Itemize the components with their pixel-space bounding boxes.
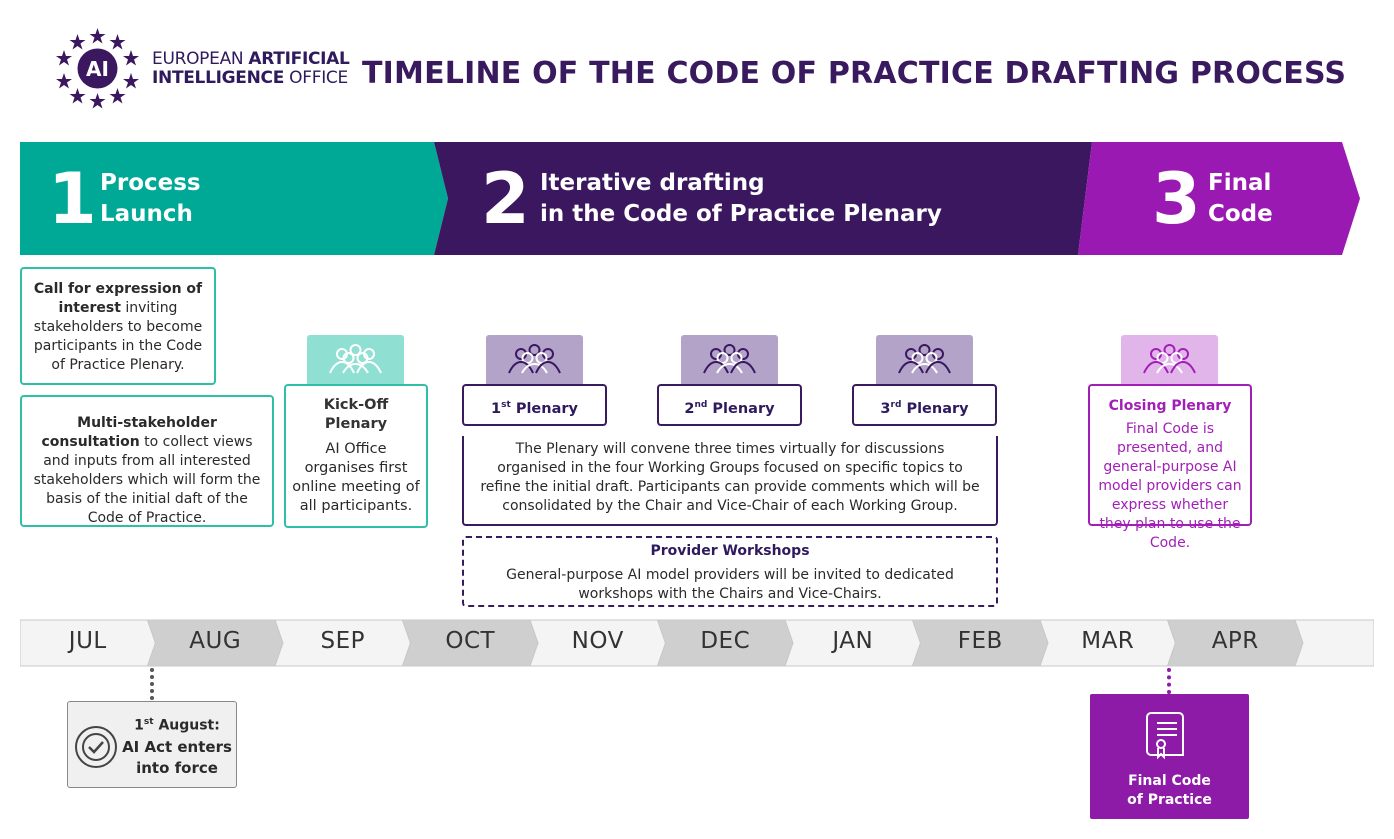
final-line1: Final Code [1128,773,1211,789]
page-title: TIMELINE OF THE CODE OF PRACTICE DRAFTING PROCESS [362,56,1347,91]
people-group-icon [681,335,778,385]
phase-1-line2: Launch [100,201,193,227]
month-label-oct: OCT [445,628,496,654]
call-for-interest-box [20,267,216,385]
plenary-2-icon-tab [681,335,778,385]
people-group-icon [307,335,404,385]
final-line2: of Practice [1127,792,1212,808]
month-label-jul: JUL [68,628,107,654]
plenary-2-sup: nd [694,400,708,410]
plenary-description-box [462,436,998,526]
checkmark-seal-icon [74,725,118,769]
call-bold: Call for expression of interest [33,281,203,316]
closing-text: Final Code is presented, and general-purpose AI model providers can express whether they plan to use the Code. [1098,421,1242,551]
plenary-1-label: Plenary [510,400,578,417]
plenary-3-label: Plenary [901,400,969,417]
phase-3-line1: Final [1208,170,1272,196]
logo-line1-a: EUROPEAN [152,49,249,69]
closing-icon-tab [1121,335,1218,385]
plenary-1-icon-tab [486,335,583,385]
aug-sup: st [143,717,154,727]
ai-act-milestone [67,701,237,788]
workshops-title: Provider Workshops [650,543,810,559]
aug-line1: AI Act enters [122,737,232,756]
phase-1-line1: Process [100,170,201,196]
kickoff-text: AI Office organises first online meeting of all participants. [292,441,420,514]
kickoff-plenary-box [284,384,428,528]
logo-wordmark [152,50,350,88]
plenary-1-box [462,384,607,426]
phase-3-label [1208,168,1273,230]
final-code-milestone [1090,694,1249,819]
kickoff-title-1: Kick-Off [323,397,389,413]
logo-line2-b: OFFICE [284,68,348,88]
plenary-3-sup: rd [890,400,902,410]
call-text: inviting stakeholders to become participants in the Code of Practice Plenary. [33,300,203,373]
final-code-label [1090,772,1249,810]
people-group-icon [486,335,583,385]
phase-2-number: 2 [481,158,530,240]
plenary-2-label: Plenary [707,400,775,417]
plenary-1-num: 1 [491,400,502,417]
aug-month: August: [158,717,220,734]
aug-day: 1 [134,717,144,734]
month-label-jan: JAN [832,628,874,654]
month-label-nov: NOV [571,628,624,654]
consultation-box [20,395,274,527]
phase-2-label [540,168,942,230]
logo-badge-text: AI [86,57,109,81]
certificate-document-icon [1143,710,1189,762]
aug-connector [150,668,154,700]
phase-2-line2: in the Code of Practice Plenary [540,201,942,227]
closing-plenary-box [1088,384,1252,551]
logo-line2-a: INTELLIGENCE [152,68,285,88]
plenary-1-sup: st [501,400,511,410]
people-group-icon [876,335,973,385]
plenary-3-icon-tab [876,335,973,385]
plenary-3-box [852,384,997,426]
phase-1-number: 1 [48,158,97,240]
aug-text [122,712,232,779]
phase-3-line2: Code [1208,201,1273,227]
plenary-3-num: 3 [880,400,891,417]
kickoff-title-2: Plenary [324,416,388,432]
month-label-apr: APR [1211,628,1259,654]
eu-ai-office-logo [55,26,140,111]
workshops-text: General-purpose AI model providers will be invited to dedicated workshops with the Chairs and Vice-Chairs. [506,567,954,602]
phase-1-label [100,168,201,230]
logo-line1-b: ARTIFICIAL [248,49,350,69]
closing-title: Closing Plenary [1108,398,1232,414]
month-label-mar: MAR [1081,628,1135,654]
consult-text: to collect views and inputs from all interested stakeholders which will form the basis of the initial daft of the Code of Practice. [33,434,261,526]
plenary-2-box [657,384,802,426]
aug-line2: into force [136,758,218,777]
kickoff-icon-tab [307,335,404,385]
month-label-dec: DEC [700,628,751,654]
plenary-description: The Plenary will convene three times virtually for discussions organised in the four Working Groups focused on specific topics to refine the initial draft. Participants can provide comments which will be consolidated by the Chair and Vice-Chair of each Working Group. [480,441,980,514]
phase-3-number: 3 [1152,158,1201,240]
phase-2-line1: Iterative drafting [540,170,765,196]
consult-bold: Multi-stakeholder consultation [41,415,217,450]
month-label-aug: AUG [189,628,242,654]
provider-workshops-box [462,536,998,607]
month-label-sep: SEP [320,628,365,654]
plenary-2-num: 2 [684,400,695,417]
final-connector [1167,668,1171,694]
month-label-feb: FEB [957,628,1003,654]
people-group-icon [1121,335,1218,385]
